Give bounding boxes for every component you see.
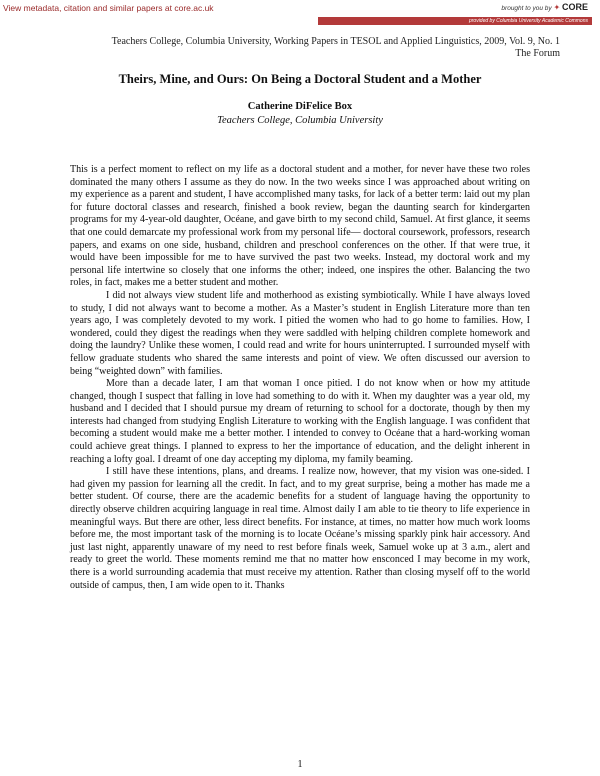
author-affiliation: Teachers College, Columbia University	[217, 115, 383, 126]
core-banner	[0, 0, 600, 24]
provided-by-bar[interactable]: provided by Columbia University Academic Commons	[318, 17, 592, 25]
article-title: Theirs, Mine, and Ours: On Being a Doctoral Student and a Mother	[118, 72, 482, 86]
core-brand-text: CORE	[561, 2, 588, 12]
body-paragraph-2: I did not always view student life and motherhood as existing symbiotically. While I have always loved to study, I did not always want to become a mother. As a Master’s student in English Literature more than ten years ago, I was completely devoted to my work. I pitied the women who had to go home to families. How, I wondered, could they digest the readings when they were saddled with helping children complete homework and doing the laundry? Unlike these women, I could read and write for hours uninterrupted. I surrounded myself with fellow graduate students who shared the same interests and point of view. We often discussed our aversion to being “weighted down” with families.	[70, 289, 530, 377]
running-header	[40, 36, 560, 60]
author-name: Catherine DiFelice Box	[247, 101, 353, 112]
brought-by-text: brought to you by	[501, 5, 552, 12]
running-header-line1: Teachers College, Columbia University, Working Papers in TESOL and Applied Linguistics, 2009, Vol. 9, No. 1	[111, 36, 560, 47]
body-paragraph-3: More than a decade later, I am that woman I once pitied. I do not know when or how my attitude changed, though I suspect that falling in love had something to do with it. When my daughter was a year old, my husband and I decided that I should pursue my dream of returning to school for a doctorate, though by then my interests had changed from studying English Literature to working with the English language. I was confident that becoming a student would make me a better mother. I intended to convey to Océane that a hard-working woman could achieve great things. I planned to express to her the importance of education, and the delight inherent in reaching a lofty goal. I dreamt of one day accepting my diploma, my family beaming.	[70, 378, 530, 465]
body-paragraph-4: I still have these intentions, plans, and dreams. I realize now, however, that my vision was one-sided. I had given my passion for learning all the credit. In fact, and to my great surprise, being a mother has made me a better student. Of course, there are the academic benefits for a student of language having the opportunity to directly observe children acquiring language in real time. Almost daily I am able to tie theory to life experience in meaningful ways. But there are other, less direct benefits. For instance, at times, no matter how much work looms before me, the most important task of the morning is to locate Océane’s missing sparkly pink hair accessory. And just last night, apparently unaware of my need to rest before finals week, Samuel woke up at 3 a.m., alert and ready to greet the world. These moments remind me that no matter how ensconced I may become in my work, there is a world surrounding academia that must receive my attention. Rather than closing myself off to the world outside of campus, then, I am wide open to it. Thanks	[70, 466, 530, 591]
running-header-line2: The Forum	[515, 48, 560, 59]
core-brand[interactable]	[501, 2, 588, 12]
article-body	[70, 164, 530, 592]
core-metadata-link[interactable]: View metadata, citation and similar papers at core.ac.uk	[3, 3, 214, 13]
page-number: 1	[297, 759, 303, 770]
body-paragraph-1: This is a perfect moment to reflect on my life as a doctoral student and a mother, for never have these two roles dominated the many others I assume as they do now. In the two weeks since I was approached about writing on my experience as a parent and student, I have accomplished many tasks, for lack of a better term: laid out my plan for future doctoral classes and research, finished a book review, began the daunting search for kindergarten programs for my 4-year-old daughter, Océane, and gave birth to my second child, Samuel. At first glance, it seems that one could demarcate my professional work from my personal life— doctoral coursework, professors, research papers, and exams on one side, husband, children and preschool conferences on the other. If that were true, it would have been impossible for me to have survived the past two weeks. Instead, my doctoral work and my personal life intertwine so closely that one informs the other; indeed, one inspires the other. Balancing the two roles, in fact, makes me a better student and mother.	[70, 164, 530, 289]
core-logo-icon: ✦	[553, 3, 561, 12]
